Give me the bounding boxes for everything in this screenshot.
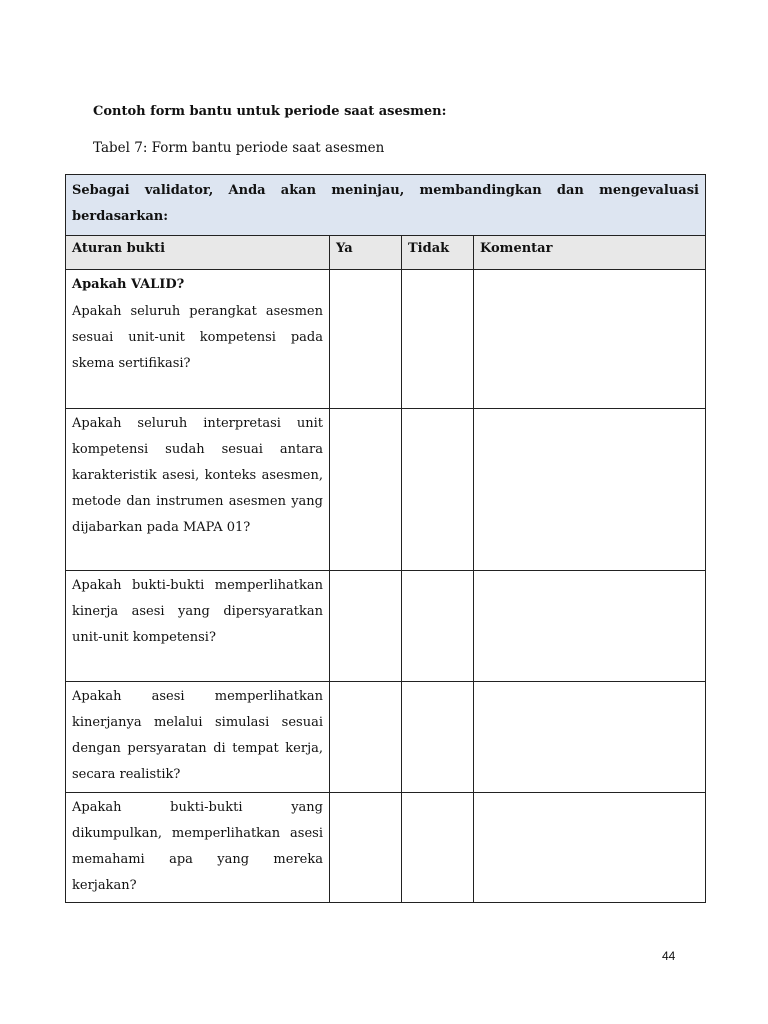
komentar-cell[interactable] <box>474 793 706 903</box>
header-aturan-bukti: Aturan bukti <box>66 236 330 270</box>
validation-form-table <box>65 174 706 903</box>
komentar-cell[interactable] <box>474 682 706 793</box>
ya-cell[interactable] <box>330 409 402 571</box>
criterion-cell <box>66 409 330 571</box>
criterion-cell <box>66 571 330 682</box>
table-row <box>66 682 706 793</box>
page-number: 44 <box>662 949 676 963</box>
criterion-text: Apakah seluruh perangkat asesmen sesuai unit-unit kompetensi pada skema sertifikasi? <box>72 304 323 371</box>
ya-cell[interactable] <box>330 682 402 793</box>
header-ya: Ya <box>330 236 402 270</box>
tidak-cell[interactable] <box>402 270 474 409</box>
table-intro-text: Sebagai validator, Anda akan meninjau, membandingkan dan mengevaluasi berdasarkan: <box>66 175 706 236</box>
komentar-cell[interactable] <box>474 409 706 571</box>
criterion-cell <box>66 270 330 409</box>
table-intro-row <box>66 175 706 236</box>
header-komentar: Komentar <box>474 236 706 270</box>
tidak-cell[interactable] <box>402 409 474 571</box>
ya-cell[interactable] <box>330 793 402 903</box>
criterion-cell <box>66 682 330 793</box>
criterion-text: Apakah asesi memperlihatkan kinerjanya melalui simulasi sesuai dengan persyaratan di tempat kerja, secara realistik? <box>72 689 323 782</box>
table-row <box>66 409 706 571</box>
table-row <box>66 270 706 409</box>
ya-cell[interactable] <box>330 270 402 409</box>
criterion-text: Apakah seluruh interpretasi unit kompetensi sudah sesuai antara karakteristik asesi, konteks asesmen, metode dan instrumen asesmen yang dijabarkan pada MAPA 01? <box>72 416 323 535</box>
tidak-cell[interactable] <box>402 571 474 682</box>
komentar-cell[interactable] <box>474 571 706 682</box>
section-title: Apakah VALID? <box>72 277 185 292</box>
komentar-cell[interactable] <box>474 270 706 409</box>
section-heading: Contoh form bantu untuk periode saat asesmen: <box>93 104 447 119</box>
table-header-row <box>66 236 706 270</box>
ya-cell[interactable] <box>330 571 402 682</box>
criterion-cell <box>66 793 330 903</box>
tidak-cell[interactable] <box>402 793 474 903</box>
header-tidak: Tidak <box>402 236 474 270</box>
table-row <box>66 793 706 903</box>
criterion-text: Apakah bukti-bukti memperlihatkan kinerja asesi yang dipersyaratkan unit-unit kompetensi? <box>72 578 323 645</box>
table-row <box>66 571 706 682</box>
criterion-text: Apakah bukti-bukti yang dikumpulkan, memperlihatkan asesi memahami apa yang mereka kerjakan? <box>72 800 323 893</box>
tidak-cell[interactable] <box>402 682 474 793</box>
table-caption: Tabel 7: Form bantu periode saat asesmen <box>93 140 385 156</box>
